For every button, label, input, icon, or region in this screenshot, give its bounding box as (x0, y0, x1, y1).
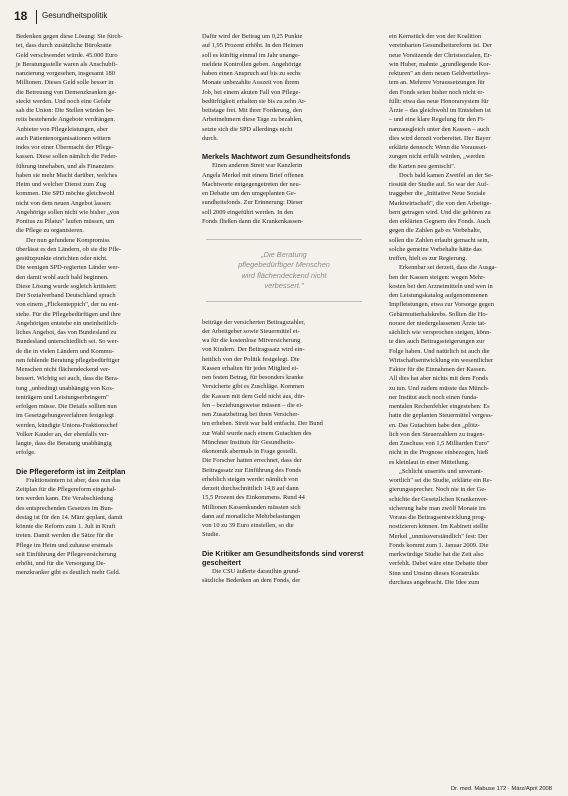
section-subheading: Die Kritiker am Gesundheitsfonds sind vorerst gescheitert (202, 548, 364, 567)
text-line: meldete Kontrollen geben. Angehörige (202, 60, 302, 68)
text-line: ner Institut auch noch einen funda- (389, 393, 479, 401)
text-line: norare der niedergelassenen Ärzte tat- (389, 319, 487, 327)
text-line: Job, bei einem akuten Fall von Pflege- (202, 88, 301, 96)
text-line: beitstage frei. Mit ihrer Forderung, den (202, 107, 302, 114)
text-line: Die CSU äußerte daraufhin grund- (212, 568, 301, 576)
text-line: en Debatte um den umgeplanten Ge- (202, 190, 296, 197)
text-line: destag ist für den 14. März geplant, damit (16, 513, 123, 521)
text-line: rekturen" an dem neuen Geldverteilsys- (389, 70, 491, 77)
text-line: Die Forscher hatten errechnet, dass der (202, 457, 302, 465)
text-line: 15,5 Prozent des Einkommens. Rund 44 (202, 494, 305, 502)
text-line: könnte die Reform zum 1. Juli in Kraft (16, 523, 116, 530)
section-subheading: Die Pflegereform ist im Zeitplan (16, 466, 126, 476)
text-line: Arbeitnehmern diese Tage zu bezahlen, (202, 116, 303, 124)
text-line: erheblich steigen werde: nämlich von (202, 475, 298, 483)
text-line: dann auf monatliche Mehrbelastungen (202, 512, 301, 520)
text-line: seit Einführung der Pflegeversicherung (16, 550, 117, 558)
text-line: die Betreuung von Demenzkranken ge- (16, 88, 117, 96)
text-line: Pontius zu Pilatus" laufen müssen, um (16, 218, 115, 225)
text-line: ten werden kann. Die Verabschiedung (16, 495, 113, 503)
text-line: Menschen nicht flächendeckend ver- (16, 366, 111, 373)
text-line: zu tun. Und zudem müsste das Münch- (389, 384, 489, 392)
text-line: te dies auch Beitragssteigerungen zur (389, 338, 485, 346)
text-line: bedürftigkeit erhalten sie bis zu zehn Ar- (202, 97, 307, 105)
text-line: Bedenken gegen diese Lösung: Sie fürch- (16, 33, 123, 40)
text-line: führung innehaben, und als Finanziers (16, 162, 114, 170)
text-line: wa für die kostenlose Mitversicherung (202, 337, 301, 345)
text-line: steckt werden. Und noch eine Gefahr (16, 97, 112, 105)
text-line: Impfleistungen, etwa zur Vorsorge gegen (389, 301, 494, 309)
text-line: die Karten neu gemischt". (389, 162, 456, 170)
text-line: haben sie mehr Macht darüber, welches (16, 171, 118, 179)
text-line: Zeitplan für die Pflegereform eingehal- (16, 486, 117, 493)
text-line: den Leistungskatalog aufgenommenen (389, 292, 488, 299)
text-line: tem an. Mehrere Voraussetzungen für (389, 79, 485, 87)
text-line: sächlich wie versprochen steigen, könn- (389, 329, 492, 336)
text-line: von 10 zu 39 Euro einstellen, so die (202, 522, 294, 530)
text-line: lich von den Steuerzahlern zu tragen- (389, 430, 485, 438)
text-line: dies wird derzeit vorbereitet. Der Bayer (389, 134, 491, 142)
text-line: Doch bald kamen Zweifel an der Se- (399, 171, 494, 179)
text-line: menzkranker gibt es deutlich mehr Geld. (16, 569, 121, 577)
text-line: schichte der Gesetzlichen Krankenver- (389, 495, 489, 503)
text-line: derzeit durchschnittlich 14,8 auf dann (202, 485, 299, 493)
text-line: nanzierung vorgesehen, insgesamt 180 (16, 70, 115, 77)
pull-quote-line: verbessert." (264, 281, 304, 291)
text-line: beiträge der versicherten Beitragszahler, (202, 318, 306, 326)
text-line: – und eine klare Regelung für den Fi- (389, 116, 486, 124)
text-line: füllt: etwa das neue Honorarsystem für (389, 97, 489, 105)
text-line: Geld verschwendet würde. 45.000 Euro (16, 51, 118, 59)
text-line: treffen, hielt es zur Regierung. (389, 255, 467, 262)
text-line: stehe. Für die Pflegebedürftigen und ihre (16, 310, 121, 318)
text-line: Der nun gefundene Kompromiss (26, 236, 110, 244)
text-line: verfehlt. Dabei wäre eine Debatte über (389, 560, 489, 568)
text-line: mentalen Rechenfehler eingestehen: Es (389, 403, 490, 410)
text-line: zungen nicht erfüllt würden, „werden (389, 153, 485, 161)
text-line: es kleinlaut in einer Mitteilung. (389, 458, 470, 466)
text-line: heitlich von der Politik festgelegt. Die (202, 355, 300, 363)
text-line: erklärte dennoch: Wenn die Vorausset- (389, 144, 488, 151)
text-line: reits bestehende Angebote verdrängen. (16, 116, 116, 124)
text-line: ökonomik abermals in Frage gestellt. (202, 448, 297, 456)
text-line: Diese Lösung wurde sogleich kritisiert: (16, 282, 117, 290)
text-line: erfolge. (16, 449, 36, 457)
text-line: bessert. Wichtig sei auch, dass die Bera- (16, 375, 119, 383)
text-line: solche gemeine Vorbehalte hätte das (389, 245, 482, 253)
pull-quote (206, 239, 362, 302)
text-line: Heim und welcher Dienst zum Zug (16, 181, 106, 188)
text-line: hatte die geplanten Steuermittel vergess- (389, 412, 493, 420)
text-line: Der Sozialverband Deutschland sprach (16, 292, 116, 299)
text-line: überlässt es den Ländern, ob sie die Pfle- (16, 245, 122, 253)
text-line: Pflege im Heim und zuhause erstmals (16, 541, 113, 549)
pull-quote-line: wird flächendeckend nicht (241, 270, 327, 280)
section-title: Gesundheitspolitik (42, 11, 108, 20)
text-line: Die wenigen SPD-regierten Länder wer- (16, 264, 120, 272)
text-line: Merkel „unmissverständlich" fest: Der (389, 532, 488, 540)
text-line: sätzliche Bedenken an dem Fonds, der (202, 577, 301, 585)
text-line: gegen die Zahlen gab es Vorbehalte, (389, 227, 482, 235)
text-line: Millionen Kassenkunden müssten sich (202, 503, 301, 511)
pull-quote-line: pflegebedürftiger Menschen (238, 260, 330, 270)
text-column-1 (16, 32, 180, 578)
pull-quote-line: „Die Beratung (261, 250, 307, 259)
text-line: Münchner Instituts für Gesundheits- (202, 438, 295, 446)
text-line: soll 2009 eingeführt werden. In den (202, 208, 294, 216)
text-column-2 (202, 32, 366, 586)
text-line: des entsprechenden Gesetzes im Bun- (16, 504, 113, 512)
header-divider (36, 10, 37, 24)
text-line: den damit wohl auch bald beginnen. (16, 273, 109, 281)
text-line: Angehörigen entstehe ein uneinheitlich- (16, 319, 119, 327)
text-line: Einen anderen Streit war Kanzlerin (212, 162, 303, 170)
text-line: treten. Damit werden die Sätze für die (16, 532, 114, 540)
text-line: tet, dass durch zusätzliche Bürokratie (16, 42, 112, 50)
page-number: 18 (14, 9, 28, 23)
text-line: Wirtschaftsentwicklung ein wesentlicher (389, 356, 494, 364)
text-line: Ärzte – das gleichwohl im Entstehen ist (389, 107, 491, 114)
text-line: ein Kernstück der von der Koalition (389, 33, 482, 40)
text-line: die Pflege zu organisieren. (16, 227, 85, 235)
text-line: Millionen. Dieses Geld solle besser in (16, 79, 114, 87)
text-line: haben einen Anspruch auf bis zu sechs (202, 70, 301, 77)
text-line: Versicherte gibt es Zuschläge. Kommen (202, 383, 305, 391)
text-line: Fonds fließen dann die Krankenkassen- (202, 217, 304, 225)
section-subheading: Merkels Machtwort zum Gesundheitsfonds (202, 152, 351, 161)
text-line: Fonds kommt zum 1. Januar 2009. Die (389, 541, 489, 549)
text-line: erfolgen müsse. Die Details sollten nun (16, 403, 117, 410)
text-line: nen festen Betrag, für besonders kranke (202, 374, 304, 382)
text-line: kassen. Diese sollen nämlich die Feder- (16, 153, 118, 161)
text-line: auch Patientenorganisationen wittern (16, 134, 111, 142)
text-line: fen – beziehungsweise müssen – die ei- (202, 401, 304, 409)
text-line: Fraktionsintern ist aber, dass nun das (26, 476, 121, 484)
text-line: sah die Union: Die Stellen würden be- (16, 107, 114, 114)
text-line: auf 1,95 Prozent erhöht. In den Heimen (202, 42, 304, 50)
text-line: Angehörige sollen nicht wie bisher „von (16, 208, 120, 216)
text-column-3 (389, 32, 553, 587)
text-line: sicherung habe man zwölf Monate im (389, 504, 486, 512)
text-line: den Zuschuss von 1,5 Milliarden Euro" (389, 440, 490, 447)
text-line: Studie. (202, 531, 220, 539)
text-line: je Beratungsstelle waren als Anschubfi- (16, 60, 118, 68)
text-line: der Arbeitgeber sowie Steuermittel et- (202, 327, 300, 335)
text-line: von Kindern. Der Beitragssatz wird ein- (202, 346, 305, 354)
text-line: durchaus angebracht. Die Idee zum (389, 578, 480, 586)
text-line: indes vor einer Übermacht der Pflege- (16, 144, 114, 151)
text-line: kosten bei den Arzneimitteln und wen in (389, 282, 493, 290)
text-line: im Gesetzgebungsverfahren festgelegt (16, 412, 114, 420)
text-line: Machtworte entgegengetreten der neu- (202, 180, 301, 188)
text-line: Voraus die Beitragsentwicklung prog- (389, 514, 486, 521)
text-line: soll es künftig einmal im Jahr unange- (202, 51, 300, 59)
text-line: nicht von dem neuen Angebot lassen: (16, 199, 112, 207)
text-line: Gebärmutterhalskrebs. Sollten die Ho- (389, 310, 488, 318)
text-line: riosität der Studie auf. So war der Auf- (389, 181, 489, 188)
text-line: den erklärten Gegnern des Fonds. Auch (389, 218, 491, 225)
text-line: nanzausgleich unter den Kassen – auch (389, 125, 490, 133)
text-line: Volker Kauder an, der ebenfalls ver- (16, 430, 109, 438)
text-line: tenträgern und Leistungserbringern" (16, 393, 109, 401)
text-line: Beitragssatz zur Einführung des Fonds (202, 466, 302, 474)
text-line: nen fehlende Beratung pflegebedürftiger (16, 356, 120, 364)
text-line: kommen. Die SPD möchte gleichwohl (16, 190, 115, 198)
text-line: Dafür wird der Beitrag um 0,25 Punkte (202, 33, 303, 40)
text-line: sollen die Zahlen erlaubt gemacht sein, (389, 236, 490, 244)
text-line: Erkennbar sei derzeit, dass die Ausga- (399, 264, 497, 272)
text-line: Bundesland unterschiedlich sei. So wer- (16, 338, 119, 346)
text-line: den Fonds seien bisher noch nicht er- (389, 88, 485, 96)
text-line: nen Zusatzbeitrag bei ihren Versicher- (202, 411, 300, 419)
text-line: zur Wahl wurde nach einem Gutachten des (202, 429, 312, 437)
page-footer: Dr. med. Mabuse 172 · März/April 2008 (450, 786, 552, 792)
text-line: ben der Kassen steigen: wegen Mehr- (389, 273, 486, 281)
text-line: Sinn und Unsinn dieses Konstrukts (389, 569, 479, 577)
text-line: gierungssprecher. Noch nie in der Ge- (389, 486, 487, 494)
text-line: Folge haben. Und natürlich ist auch die (389, 347, 490, 355)
text-line: liches Angebot, das von Bundesland zu (16, 329, 117, 336)
text-line: durch. (202, 134, 219, 142)
text-line: en. Das Gutachten habe den „plötz- (389, 421, 480, 429)
text-line: ten erheben. Streit war bald entfacht. Der Bund (202, 420, 323, 428)
text-line: gestützpunkte einrichten oder nicht. (16, 255, 108, 262)
text-line: bern getragen wird. Und die gehören zu (389, 208, 491, 216)
text-line: vereinbarten Gesundheitsreform ist. Der (389, 42, 492, 50)
text-line: de die in vielen Ländern und Kommu- (16, 347, 114, 355)
text-line: Anbieter von Pflegeleistungen, aber (16, 125, 108, 133)
text-line: nostizieren können. Im Kabinett stellte (389, 523, 489, 531)
text-line: tung „unbedingt unabhängig von Kos- (16, 384, 114, 392)
text-line: wortlich" sei die Studie, erklärte ein Re- (389, 477, 492, 484)
text-line: Angela Merkel mit einem Brief offenen (202, 171, 304, 179)
text-line: die Kassen mit dem Geld nicht aus, dür- (202, 392, 305, 400)
text-line: neue Vorsitzende der Christsozialen, Er- (389, 51, 492, 59)
text-line: merkwürdige Studie hat die Zeit also (389, 551, 484, 558)
page-header (14, 9, 554, 29)
text-line: Faktor für die Einnahmen der Kassen. (389, 366, 487, 373)
text-line: langte, dass die Beratung unabhängig (16, 440, 112, 447)
text-line: setzte sich die SPD allerdings nicht (202, 125, 293, 133)
text-line: win Huber, mahnte „grundlegende Kor- (389, 60, 491, 68)
text-line: sundheitsfonds. Zur Erinnerung: Dieser (202, 199, 304, 207)
text-line: Monate unbezahlte Auszeit von ihrem (202, 79, 300, 87)
text-line: Kassen erhalten für jedes Mitglied ei- (202, 364, 299, 372)
text-line: Marktwirtschaft", die von den Arbeitge- (389, 199, 492, 207)
text-line: nicht in die Prognose einbezogen, hieß (389, 449, 489, 457)
text-line: traggeber die „Initiative Neue Soziale (389, 190, 486, 198)
text-line: werden, kündigte Unions-Fraktionschef (16, 421, 118, 429)
text-line: „Schlicht unseriös und unverant- (399, 467, 483, 475)
text-line: erhöht, und für die Versorgung De- (16, 560, 106, 567)
text-line: von einem „Flickenteppich", der nu ent- (16, 301, 119, 309)
text-line: All dies hat aber nichts mit dem Fonds (389, 375, 488, 383)
